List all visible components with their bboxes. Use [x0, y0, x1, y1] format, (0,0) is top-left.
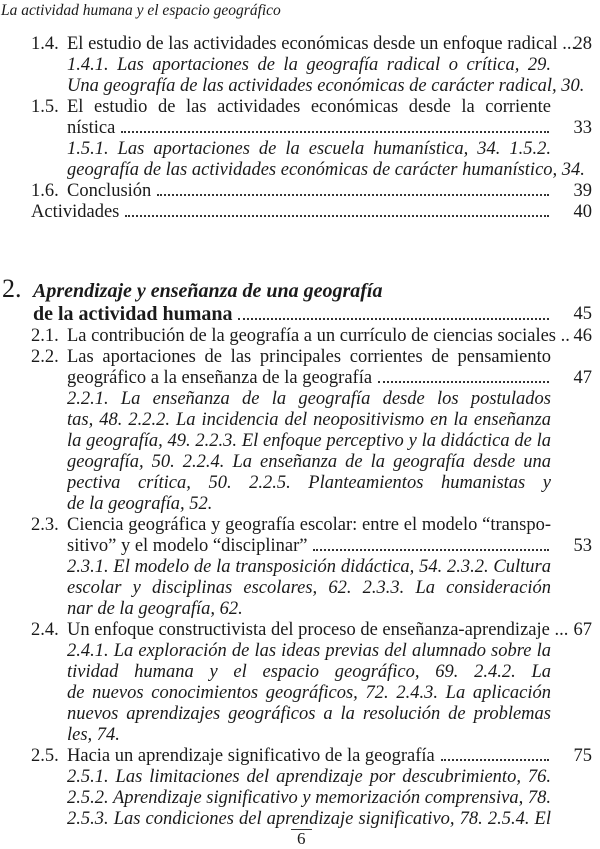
entry-page: 47 — [573, 368, 592, 388]
entry-number: 1.4. — [31, 34, 59, 54]
entry-title: Conclusión — [67, 181, 152, 201]
entry-title: Hacia un aprendizaje significativo de la geografía — [67, 746, 435, 766]
entry-title-cont: sitivo” y el modelo “disciplinar” — [67, 536, 308, 556]
toc-section-1 — [0, 34, 600, 223]
toc-entry-2-1[interactable] — [0, 326, 600, 347]
toc-entry-1-4[interactable] — [0, 34, 600, 55]
entry-page: 33 — [573, 118, 592, 138]
entry-title-cont: nística — [67, 118, 116, 138]
toc-entry-2-3[interactable] — [0, 515, 600, 536]
chapter-title: Aprendizaje y enseñanza de una geografía — [33, 280, 383, 302]
toc-chapter-2 — [0, 274, 600, 830]
toc-entry-1-6[interactable] — [0, 181, 600, 202]
entry-number: 2.5. — [31, 746, 59, 766]
entry-title-cont: geográfico a la enseñanza de la geografía — [67, 368, 373, 388]
subentry-line: nuevos aprendizajes geográficos a la resolución de problemas — [67, 704, 551, 724]
subentry-line: nar de la geografía, 62. — [67, 599, 243, 619]
entry-number: 1.5. — [31, 97, 59, 117]
entry-page: 75 — [573, 746, 592, 766]
subentry-line: pectiva crítica, 50. 2.2.5. Planteamientos humanistas y — [67, 473, 551, 493]
entry-number: 1.6. — [31, 181, 59, 201]
subentry-line: de nuevos conocimientos geográficos, 72. 2.4.3. La aplicación — [67, 683, 551, 703]
entry-number: 2.3. — [31, 515, 59, 535]
toc-entry-2-5[interactable] — [0, 746, 600, 767]
subentry-line: la geografía, 49. 2.2.3. El enfoque perceptivo y la didáctica de la — [67, 431, 551, 451]
entry-number: 2.1. — [31, 326, 59, 346]
toc-entry-1-5[interactable] — [0, 97, 600, 118]
chapter-number: 2. — [2, 274, 22, 303]
leader-dots — [238, 318, 549, 320]
subentry-line: 2.5.1. Las limitaciones del aprendizaje por descubrimiento, 76. — [67, 767, 551, 787]
leader-dots — [313, 549, 549, 551]
leader-dots — [157, 194, 549, 196]
entry-title: Las aportaciones de las principales corrientes de pensamiento — [67, 347, 551, 367]
toc-entry-actividades[interactable] — [0, 202, 600, 223]
entry-page: 46 — [573, 326, 592, 346]
subentry-line: 2.5.2. Aprendizaje significativo y memorización comprensiva, 78. — [67, 788, 551, 808]
subentry-line: geografía, 50. 2.2.4. La enseñanza de la geografía desde una — [67, 452, 551, 472]
chapter-title-cont: de la actividad humana — [33, 303, 233, 325]
entry-page: 40 — [573, 202, 592, 222]
leader-dots — [441, 759, 549, 761]
subentry-line: escolar y disciplinas escolares, 62. 2.3.3. La consideración — [67, 578, 551, 598]
subentry-line: Una geografía de las actividades económicas de carácter radical, 30. — [67, 76, 585, 96]
subentry-line: 1.4.1. Las aportaciones de la geografía radical o crítica, 29. — [67, 55, 551, 75]
subentry-line: geografía de las actividades económicas de carácter humanístico, 34. — [67, 160, 585, 180]
entry-title: La contribución de la geografía a un currículo de ciencias sociales .. — [67, 326, 570, 346]
subentry-line: 2.5.3. Las condiciones del aprendizaje significativo, 78. 2.5.4. El — [67, 809, 551, 829]
subentry-line: tividad humana y el espacio geográfico, 69. 2.4.2. La — [67, 662, 551, 682]
entry-title: El estudio de las actividades económicas desde un enfoque radical ... — [67, 34, 577, 54]
entry-page: 53 — [573, 536, 592, 556]
toc-entry-2-2[interactable] — [0, 347, 600, 368]
entry-page: 39 — [573, 181, 592, 201]
subentry-line: les, 74. — [67, 725, 120, 745]
entry-number: 2.4. — [31, 620, 59, 640]
chapter-title-line[interactable] — [0, 274, 600, 303]
toc-entry-2-4[interactable] — [0, 620, 600, 641]
subentry-line: 2.3.1. El modelo de la transposición didáctica, 54. 2.3.2. Cultura — [67, 557, 551, 577]
entry-title: El estudio de las actividades económicas desde la corriente — [67, 97, 551, 117]
entry-number: 2.2. — [31, 347, 59, 367]
entry-page: 67 — [573, 620, 592, 640]
page-number: 6 — [291, 829, 312, 848]
running-header: La actividad humana y el espacio geográfico — [1, 2, 281, 19]
subentry-line: tas, 48. 2.2.2. La incidencia del neopositivismo en la enseñanza — [67, 410, 551, 430]
entry-title: Actividades — [31, 202, 120, 222]
subentry-line: 1.5.1. Las aportaciones de la escuela humanística, 34. 1.5.2. — [67, 139, 551, 159]
entry-title: Ciencia geográfica y geografía escolar: entre el modelo “transpo- — [67, 515, 551, 535]
entry-title: Un enfoque constructivista del proceso de enseñanza-aprendizaje ... — [67, 620, 569, 640]
chapter-page: 45 — [573, 304, 592, 324]
subentry-line: 2.4.1. La exploración de las ideas previas del alumnado sobre la — [67, 641, 551, 661]
subentry-line: de la geografía, 52. — [67, 494, 213, 514]
subentry-line: 2.2.1. La enseñanza de la geografía desde los postulados — [67, 389, 551, 409]
entry-page: 28 — [573, 34, 592, 54]
leader-dots — [125, 215, 549, 217]
leader-dots — [378, 381, 549, 383]
leader-dots — [121, 131, 549, 133]
